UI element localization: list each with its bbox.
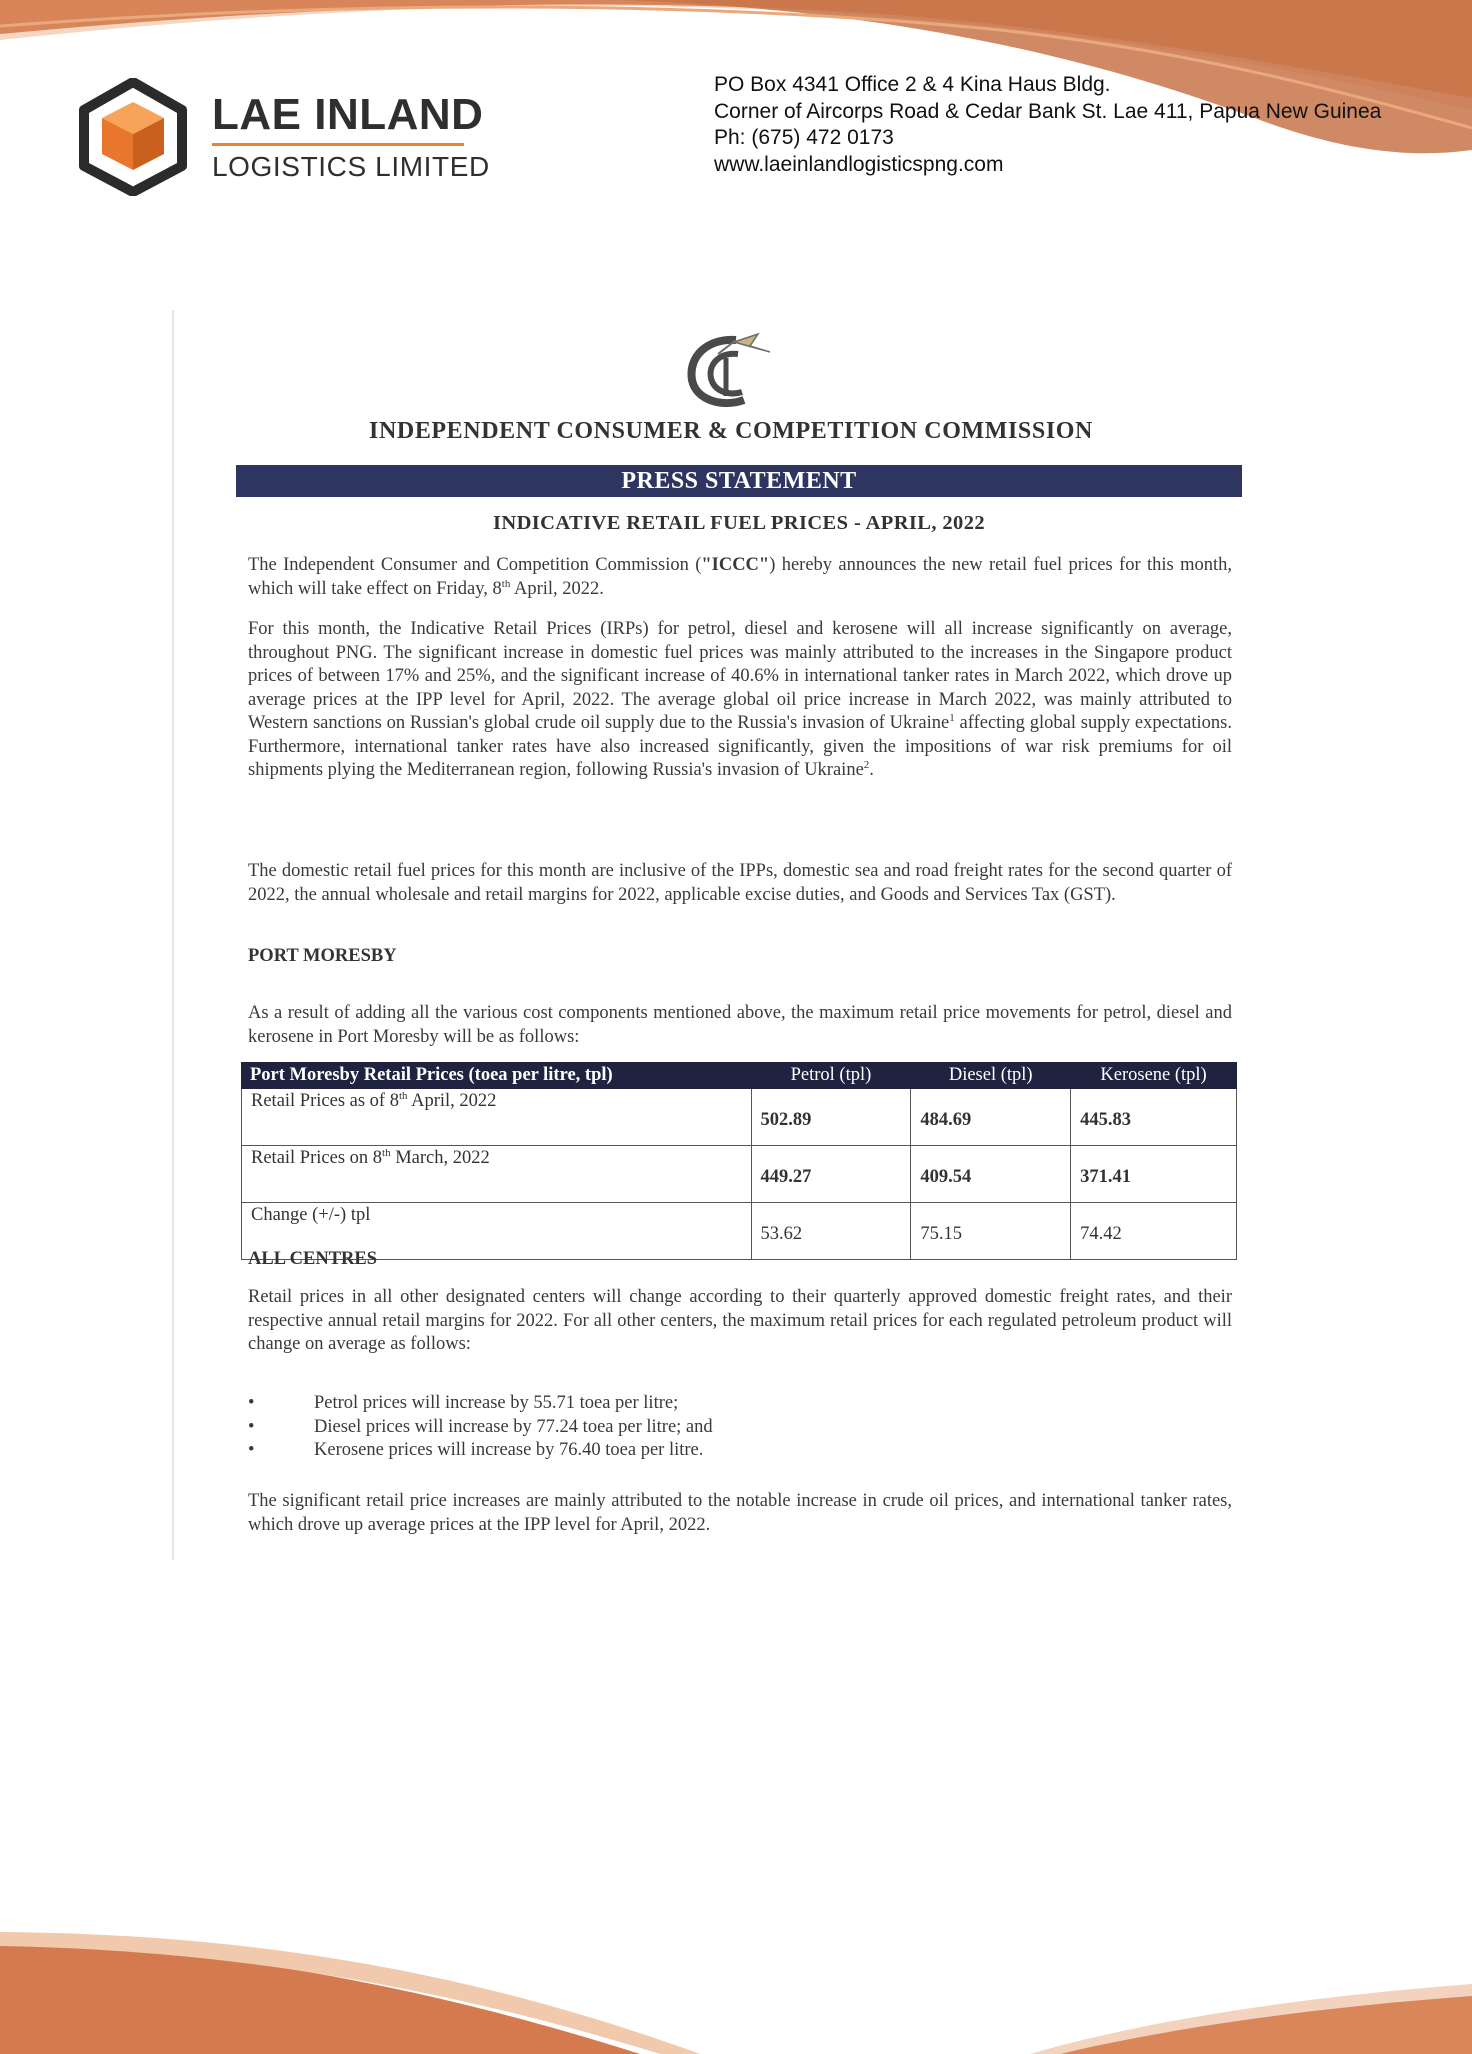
row-label-text: Retail Prices as of 8 xyxy=(251,1091,399,1111)
iccc-abbreviation: "ICCC" xyxy=(701,555,770,575)
petrol-change-value: 53.62 xyxy=(751,1203,911,1260)
diesel-value: 409.54 xyxy=(911,1146,1071,1203)
table-header-kerosene: Kerosene (tpl) xyxy=(1071,1063,1237,1089)
section-heading-all-centres: ALL CENTRES xyxy=(248,1249,378,1269)
table-header-petrol: Petrol (tpl) xyxy=(751,1063,911,1089)
company-name-line2: LOGISTICS LIMITED xyxy=(212,151,490,182)
bullet-icon: • xyxy=(248,1393,255,1413)
section-heading-port-moresby: PORT MORESBY xyxy=(248,946,397,966)
row-label xyxy=(242,1089,752,1146)
scan-edge xyxy=(172,310,174,1560)
intro-paragraph xyxy=(248,554,1232,601)
ordinal-suffix: th xyxy=(382,1146,391,1159)
table-row xyxy=(242,1146,1237,1203)
diesel-value: 484.69 xyxy=(911,1089,1071,1146)
port-moresby-paragraph: As a result of adding all the various cost components mentioned above, the maximum retail price movements for petrol, diesel and kerosene in Port Moresby will be as follows: xyxy=(248,1003,1232,1047)
petrol-value: 502.89 xyxy=(751,1089,911,1146)
list-item xyxy=(246,1416,713,1440)
address-po-box: PO Box 4341 Office 2 & 4 Kina Haus Bldg. xyxy=(714,73,1111,96)
footer-swoosh-graphic xyxy=(0,1924,1472,2054)
overview-text-2: affecting global supply expectations. Furthermore, international tanker rates have also increased significantly, given the impositions of war risk premiums for oil shipments plying the Mediterranean region, following Russia's invasion of Ukraine xyxy=(248,713,1232,780)
table-header-diesel: Diesel (tpl) xyxy=(911,1063,1071,1089)
company-name-divider xyxy=(212,143,464,146)
conclusion-paragraph: The significant retail price increases are mainly attributed to the notable increase in crude oil prices, and international tanker rates, which drove up average prices at the IPP level for April, 2022. xyxy=(248,1491,1232,1535)
monthly-overview-paragraph xyxy=(248,618,1232,783)
company-address xyxy=(714,72,1381,178)
price-components-paragraph: The domestic retail fuel prices for this month are inclusive of the IPPs, domestic sea and road freight rates for the second quarter of 2022, the annual wholesale and retail margins for 2022, applicable excise duties, and Goods and Services Tax (GST). xyxy=(248,861,1232,905)
intro-text-3: April, 2022. xyxy=(510,578,604,599)
list-item-text: Petrol prices will increase by 55.71 toea per litre; xyxy=(314,1393,679,1413)
row-label-text: Change (+/-) tpl xyxy=(251,1205,371,1225)
list-item xyxy=(246,1439,713,1463)
row-label-text: Retail Prices on 8 xyxy=(251,1148,383,1168)
document-heading: INDICATIVE RETAIL FUEL PRICES - APRIL, 2022 xyxy=(492,512,985,534)
intro-text-2: ) hereby announces the new retail fuel prices for this month, which will take effect on Friday, 8 xyxy=(248,555,1232,599)
overview-text-3: . xyxy=(869,760,874,780)
ordinal-suffix: th xyxy=(398,1089,408,1102)
company-name xyxy=(212,92,490,182)
row-label-text: April, 2022 xyxy=(407,1091,497,1111)
org-title: INDEPENDENT CONSUMER & COMPETITION COMMISSION xyxy=(369,418,1093,444)
diesel-change-value: 75.15 xyxy=(911,1203,1071,1260)
address-phone: Ph: (675) 472 0173 xyxy=(714,126,894,149)
table-header-row xyxy=(242,1063,1237,1089)
overview-text-1: For this month, the Indicative Retail Prices (IRPs) for petrol, diesel and kerosene will all increase significantly on average, throughout PNG. The significant increase in domestic fuel prices was mainly attributed to the increases in the Singapore product prices of between 17% and 25%, and the significant increase of 40.6% in international tanker rates in March 2022, which drove up average prices at the IPP level for April, 2022. The average global oil price increase in March 2022, was mainly attributed to Western sanctions on Russian's global crude oil supply due to the Russia's invasion of Ukraine xyxy=(248,619,1232,733)
footnote-ref-2: 2 xyxy=(863,758,870,771)
press-statement-banner: PRESS STATEMENT xyxy=(236,465,1242,497)
table-row xyxy=(242,1203,1237,1260)
company-logo-icon xyxy=(78,78,188,196)
petrol-value: 449.27 xyxy=(751,1146,911,1203)
list-item-text: Kerosene prices will increase by 76.40 toea per litre. xyxy=(314,1440,704,1460)
port-moresby-price-table xyxy=(241,1062,1237,1260)
footnote-ref-1: 1 xyxy=(949,711,955,724)
bullet-icon: • xyxy=(248,1440,255,1460)
list-item-text: Diesel prices will increase by 77.24 toea per litre; and xyxy=(314,1416,713,1437)
address-website: www.laeinlandlogisticspng.com xyxy=(714,152,1004,176)
list-item xyxy=(246,1392,713,1416)
address-street: Corner of Aircorps Road & Cedar Bank St. Lae 411, Papua New Guinea xyxy=(714,99,1382,123)
table-row xyxy=(242,1089,1237,1146)
ordinal-suffix: th xyxy=(501,577,511,590)
kerosene-change-value: 74.42 xyxy=(1071,1203,1237,1260)
price-increase-list xyxy=(246,1392,713,1463)
all-centres-paragraph: Retail prices in all other designated centers will change according to their quarterly approved domestic freight rates, and their respective annual retail margins for 2022. For all other centers, the maximum retail prices for each regulated petroleum product will change on average as follows: xyxy=(248,1287,1232,1354)
kerosene-value: 445.83 xyxy=(1071,1089,1237,1146)
row-label xyxy=(242,1146,752,1203)
table-header-label: Port Moresby Retail Prices (toea per litre, tpl) xyxy=(242,1063,752,1089)
kerosene-value: 371.41 xyxy=(1071,1146,1237,1203)
bullet-icon: • xyxy=(248,1416,255,1437)
company-name-line1: LAE INLAND xyxy=(212,90,484,139)
row-label-text: March, 2022 xyxy=(390,1148,490,1168)
iccc-emblem-icon xyxy=(678,330,782,410)
intro-text-1: The Independent Consumer and Competition Commission ( xyxy=(248,555,702,575)
